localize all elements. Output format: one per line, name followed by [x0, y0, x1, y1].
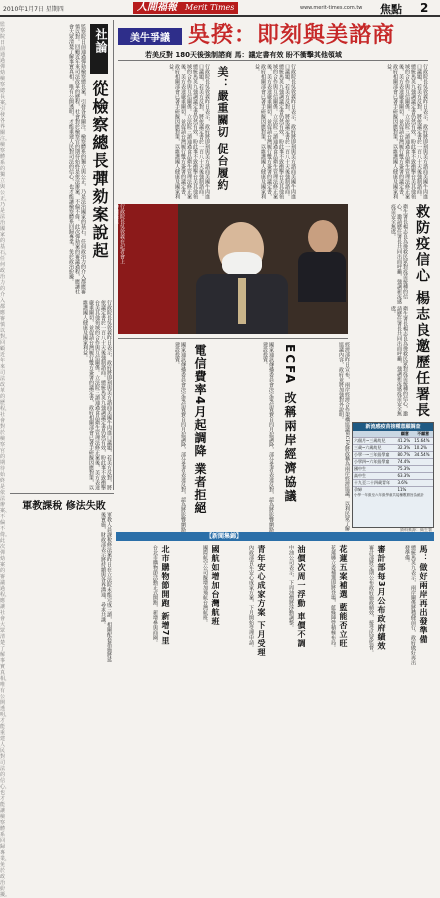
ecfa-headline: ECFA 改稱兩岸經濟協議: [283, 344, 297, 504]
photo-side-text: 行政院長吳敦義在記者會上神情凝重: [113, 204, 125, 264]
poll-header-cell: 願意: [400, 431, 409, 436]
brief-body: 花蓮縣立委補選即將登場，藍綠陣營積極布局。: [330, 545, 336, 650]
editorial-rule: [113, 20, 114, 490]
lead-body-3: 行政院長吳敦義昨日表示，政府將即刻與美方諮商美國牛肉進口議題，若美方反對，將依議定書於一百八十天後強制諮商。總統馬英九強調議定書仍然有效，盼此事不致衝擊台美其他領域的合作與互信關係。立法院三讀通過食品衛生管理法修正案後，美方表達嚴重關切，並促請台灣履行雙方簽署的議定書，政府相關部會已著手研擬因應對策，以維護國人健康及國家利益。: [386, 64, 428, 199]
masthead: [0, 0, 440, 16]
site-url: www.merit-times.com.tw: [300, 5, 363, 11]
tax-story-headline: 軍教課稅 修法失敗: [22, 501, 106, 512]
poll-cell: 63.3%: [396, 473, 413, 480]
ecfa-body: 經濟部昨日宣布，兩岸經濟合作架構協議ECFA將改稱為兩岸經濟協議，以利民眾了解協議內容，政府並將加強對外說明。: [338, 342, 350, 532]
poll-cell: 三歲~六歲幼兒: [353, 445, 396, 452]
brief-headline: 馬：做好兩岸再出發準備: [419, 545, 428, 644]
photo-background-body: [298, 252, 346, 302]
logo-block: [133, 2, 238, 14]
poll-cell: [413, 473, 433, 480]
photo-tie: [238, 278, 246, 324]
edge-fragment: 監察院日前通過彈劾檢察總長案，引發各界關注。檢察體系的獨立與公正，乃是法治國家的基石，任何政治力的介入都應審慎以對。回顧近年來司法改革的歷程，社會對於檢察官的期待始終是依法辦案、不偏不倚。此次彈劾案的審議過程，應讓社會大眾清楚了解事實真相，唯有公開透明，才能重建人民對司法的信心，也才能讓檢察體系回歸專業，免於政治紛擾。: [0, 22, 11, 898]
photo-hand: [222, 252, 262, 276]
poll-row: [353, 480, 433, 487]
poll-table: [353, 431, 433, 493]
poll-row: [353, 438, 433, 445]
newspaper-logo-en: Merit Times: [185, 3, 235, 12]
poll-cell: 十九至二十四歲青年: [353, 480, 396, 487]
poll-cell: [413, 459, 433, 466]
section-title: 焦點: [380, 3, 402, 16]
poll-cell: 32.3%: [396, 445, 413, 452]
poll-source: 資料來源：衛生署: [400, 527, 432, 532]
brief-body: 審計部將定期公布政府施政績效，接受民眾監督。: [368, 545, 374, 655]
date-line: 2010年1月7日 星期四: [3, 6, 64, 13]
poll-cell: 11%: [396, 487, 413, 494]
poll-cell: 國中生: [353, 466, 396, 473]
brief-headline: 審計部每3月公布政府績效: [377, 545, 386, 651]
telecom-headline: 電信費率4月起調降 業者拒絕: [193, 344, 207, 515]
poll-cell: 孕婦: [353, 487, 396, 494]
editorial-bottom-rule: [10, 493, 114, 494]
telecom-body-2: 國家通訊傳播委員會決定電信資費自四月起調降，部分業者表達反對，認為將影響網路建設投資。: [262, 342, 274, 532]
yang-headline: 救防疫信心 楊志良邀歷任署長: [414, 204, 430, 419]
brief-body: 總統馬英九表示，兩岸關係將穩健前行，政府做好再出發準備。: [404, 545, 416, 665]
lead-photo: [113, 204, 348, 334]
brief-headline: 油價次周一浮動 車價不調: [297, 545, 306, 648]
lead-body: 行政院長吳敦義昨日表示，政府將即刻與美方諮商美國牛肉進口議題，若美方反對，將依議定書於一百八十天後強制諮商。總統馬英九強調議定書仍然有效，盼此事不致衝擊台美其他領域的合作與互信關係。立法院三讀通過食品衛生管理法修正案後，美方表達嚴重關切，並促請台灣履行雙方簽署的議定書，政府相關部會已著手研擬因應對策，以維護國人健康及國家利益。: [168, 64, 210, 199]
editorial-label: 社論: [94, 28, 108, 54]
poll-cell: 15.64%: [413, 438, 433, 445]
telecom-body: 國家通訊傳播委員會決定電信資費自四月起調降，部分業者表達反對，認為將影響網路建設投資。: [174, 342, 186, 532]
poll-cell: 74.4%: [396, 459, 413, 466]
brief-body: 中油公司表示，下周油價將浮動調整。: [288, 545, 294, 630]
poll-cell: 80.7%: [396, 452, 413, 459]
brief-body: 國際航空公司擬增加飛航台灣航班。: [202, 545, 208, 625]
yang-body-lower: 衛生署長楊志良為挽救民眾對疫苗接種的信心，邀請歷任署長共同出面呼籲，強調新流感疫苗安全無虞。: [390, 306, 408, 416]
brief-headline: 青年安心成家方案 下月受理: [257, 545, 266, 657]
brief-body: 內政部青年安心成家方案，下月開始受理申請。: [248, 545, 254, 650]
editorial-headline: 從檢察總長彈劾案說起: [90, 80, 109, 260]
poll-cell: 小學四~六年級學童: [353, 459, 396, 466]
yang-body: 衛生署長楊志良為挽救民眾對疫苗接種的信心，邀請歷任署長共同出面呼籲，強調新流感疫苗安全無虞。: [390, 204, 408, 304]
editorial-body-lower: 行政院長吳敦義昨日表示，政府將即刻與美方諮商美國牛肉進口議題，若美方反對，將依議定書於一百八十天後強制諮商。總統馬英九強調議定書仍然有效，盼此事不致衝擊台美其他領域的合作與互信關係。立法院三讀通過食品衛生管理法修正案後，美方表達嚴重關切，並促請台灣履行雙方簽署的議定書，政府相關部會已著手研擬因應對策，以維護國人健康及國家利益。: [82, 300, 112, 490]
news-brief-label: 【新聞集錦】: [206, 533, 243, 540]
poll-box: [352, 422, 434, 528]
poll-row: [353, 466, 433, 473]
brief-body: 台北市購物節活動正式開跑，新增參與商圈。: [152, 545, 158, 645]
poll-title: 新流感疫苗接種意願調查: [353, 423, 433, 431]
lead-side-head: 美：嚴重關切 促台履約: [216, 66, 229, 191]
poll-row: [353, 459, 433, 466]
poll-note: 小學一年級至六年級學童共接種數據皆為統計: [354, 493, 424, 497]
poll-row: [353, 473, 433, 480]
lead-headline: 吳揆：即刻與美諮商: [188, 23, 396, 48]
brief-headline: 北市購物節開跑 新增7里: [161, 545, 170, 646]
lead-subhead: 若美反對 180天後強制諮商 馬：議定書有效 盼不衝擊其他領域: [145, 51, 342, 59]
poll-cell: 3.6%: [396, 480, 413, 487]
tax-story-body: 軍教人員課稅修法案昨日在立法院未能完成三讀，相關配套措施將延後實施，財政部表示將持續與各界溝通，尋求共識。: [100, 512, 112, 662]
lead-body-2: 行政院長吳敦義昨日表示，政府將即刻與美方諮商美國牛肉進口議題，若美方反對，將依議定書於一百八十天後強制諮商。總統馬英九強調議定書仍然有效，盼此事不致衝擊台美其他領域的合作與互信關係。立法院三讀通過食品衛生管理法修正案後，美方表達嚴重關切，並促請台灣履行雙方簽署的議定書，政府相關部會已著手研擬因應對策，以維護國人健康及國家利益。: [254, 64, 296, 199]
editorial-body: 監察院日前通過彈劾檢察總長案，引發各界關注。檢察體系的獨立與公正，乃是法治國家的基石，任何政治力的介入都應審慎以對。回顧近年來司法改革的歷程，社會對於檢察官的期待始終是依法辦案、不偏不倚。此次彈劾案的審議過程，應讓社會大眾清楚了解事實真相，唯有公開透明，才能重建人民對司法的信心，也才能讓檢察體系回歸專業，免於政治紛擾。: [68, 24, 86, 294]
poll-row: [353, 452, 433, 459]
brief-headline: 花蓮五案補選 藍能否立旺: [339, 545, 348, 648]
editorial-label-box: [90, 24, 108, 74]
poll-cell: 41.2%: [396, 438, 413, 445]
poll-cell: 75.3%: [396, 466, 413, 473]
masthead-rule: [0, 15, 440, 17]
page-number: 2: [420, 1, 429, 15]
brief-headline: 國航如增加台灣航班: [211, 545, 220, 626]
poll-cell: [413, 466, 433, 473]
lead-kicker: 美牛爭議: [118, 28, 182, 45]
poll-row: [353, 445, 433, 452]
poll-cell: 高中生: [353, 473, 396, 480]
poll-cell: 10.2%: [413, 445, 433, 452]
poll-cell: 34.54%: [413, 452, 433, 459]
poll-cell: 六個月~三歲幼兒: [353, 438, 396, 445]
poll-cell: 小學一~三年級學童: [353, 452, 396, 459]
newspaper-logo: 人間福報: [137, 2, 177, 13]
mid-rule: [118, 338, 348, 339]
poll-header-cell: 不願意: [417, 431, 430, 436]
photo-background-person: [308, 220, 338, 254]
poll-cell: [413, 480, 433, 487]
news-brief-bar: [116, 532, 434, 541]
lead-subhead-rule: [118, 60, 428, 61]
